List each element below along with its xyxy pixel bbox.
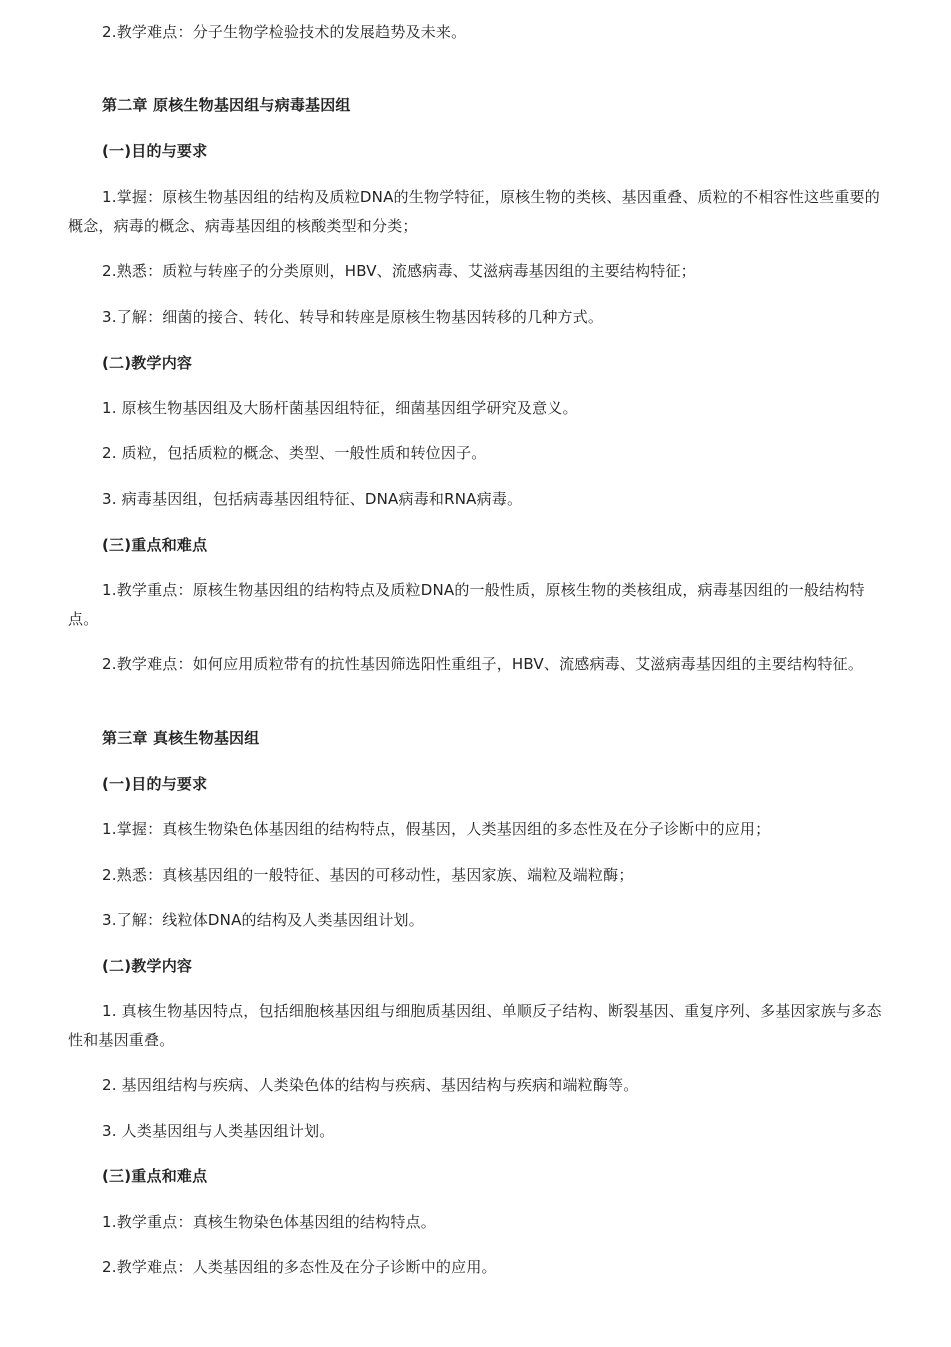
paragraph: 2.教学难点：分子生物学检验技术的发展趋势及未来。 <box>102 23 467 41</box>
paragraph: 1.教学重点：真核生物染色体基因组的结构特点。 <box>102 1213 436 1231</box>
paragraph: 1.教学重点：原核生物基因组的结构特点及质粒DNA的一般性质，原核生物的类核组成，病毒基因组的一般结构特点。 <box>68 581 865 628</box>
paragraph: 1.掌握：真核生物染色体基因组的结构特点，假基因，人类基因组的多态性及在分子诊断中的应用； <box>102 820 771 838</box>
paragraph: 2.教学难点：如何应用质粒带有的抗性基因筛选阳性重组子，HBV、流感病毒、艾滋病毒基因组的主要结构特征。 <box>102 655 864 673</box>
paragraph: 2.熟悉：质粒与转座子的分类原则，HBV、流感病毒、艾滋病毒基因组的主要结构特征； <box>102 262 696 280</box>
paragraph: 3.了解：细菌的接合、转化、转导和转座是原核生物基因转移的几种方式。 <box>102 308 604 326</box>
section-heading: (二)教学内容 <box>102 354 193 372</box>
section-heading: (一)目的与要求 <box>102 775 208 793</box>
paragraph: 2. 质粒，包括质粒的概念、类型、一般性质和转位因子。 <box>102 444 487 462</box>
paragraph: 2.熟悉：真核基因组的一般特征、基因的可移动性，基因家族、端粒及端粒酶； <box>102 866 634 884</box>
paragraph: 1.掌握：原核生物基因组的结构及质粒DNA的生物学特征，原核生物的类核、基因重叠、质粒的不相容性这些重要的概念，病毒的概念、病毒基因组的核酸类型和分类； <box>68 188 880 235</box>
section-heading: (三)重点和难点 <box>102 1167 208 1185</box>
section-heading: (三)重点和难点 <box>102 536 208 554</box>
paragraph: 3.了解：线粒体DNA的结构及人类基因组计划。 <box>102 911 424 929</box>
paragraph: 3. 人类基因组与人类基因组计划。 <box>102 1122 335 1140</box>
paragraph: 2. 基因组结构与疾病、人类染色体的结构与疾病、基因结构与疾病和端粒酶等。 <box>102 1076 639 1094</box>
paragraph: 1. 原核生物基因组及大肠杆菌基因组特征，细菌基因组学研究及意义。 <box>102 399 578 417</box>
chapter-heading: 第三章 真核生物基因组 <box>102 729 260 747</box>
section-heading: (二)教学内容 <box>102 957 193 975</box>
section-heading: (一)目的与要求 <box>102 142 208 160</box>
paragraph: 2.教学难点：人类基因组的多态性及在分子诊断中的应用。 <box>102 1258 497 1276</box>
paragraph: 1. 真核生物基因特点，包括细胞核基因组与细胞质基因组、单顺反子结构、断裂基因、重复序列、多基因家族与多态性和基因重叠。 <box>68 1002 882 1049</box>
chapter-heading: 第二章 原核生物基因组与病毒基因组 <box>102 96 351 114</box>
paragraph: 3. 病毒基因组，包括病毒基因组特征、DNA病毒和RNA病毒。 <box>102 490 523 508</box>
